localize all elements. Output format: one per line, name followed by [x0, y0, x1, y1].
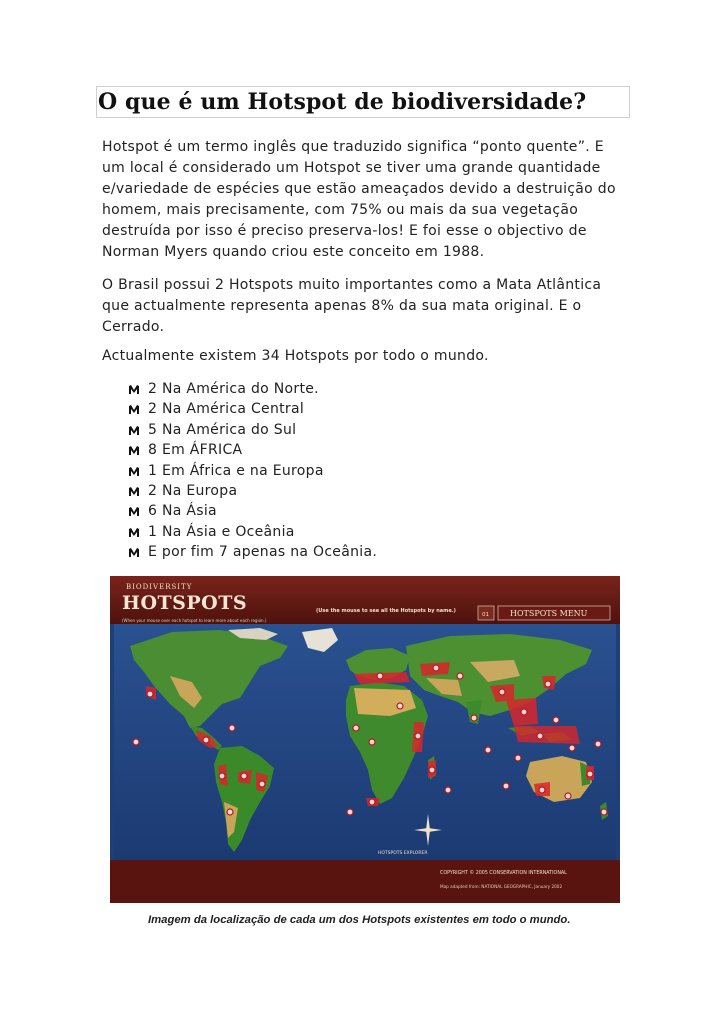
bullet-icon — [128, 384, 140, 395]
map-hint: (Use the mouse to see all the Hotspots by name.) — [316, 608, 456, 614]
text-line: homem, mais precisamente, com 75% ou mais da sua vegetação — [102, 202, 579, 218]
text-line: Cerrado. — [102, 319, 165, 335]
list-item-label: 2 Na Europa — [148, 482, 238, 499]
hotspot-marker[interactable] — [229, 725, 235, 731]
hotspot-marker[interactable] — [415, 733, 421, 739]
hotspot-marker[interactable] — [539, 787, 545, 793]
hotspot-marker[interactable] — [429, 767, 435, 773]
bullet-icon — [128, 486, 140, 497]
hotspot-marker[interactable] — [433, 665, 439, 671]
hotspot-marker[interactable] — [485, 747, 491, 753]
hotspot-marker[interactable] — [457, 673, 463, 679]
hotspots-menu-label: HOTSPOTS MENU — [510, 609, 588, 618]
hotspot-marker[interactable] — [569, 745, 575, 751]
hotspot-marker[interactable] — [241, 773, 247, 779]
bullet-icon — [128, 404, 140, 415]
list-item-label: 2 Na América Central — [148, 401, 305, 418]
hotspot-marker[interactable] — [499, 689, 505, 695]
page-title: O que é um Hotspot de biodiversidade? — [98, 89, 587, 115]
hotspot-sundaland — [514, 726, 580, 744]
list-item-label: E por fim 7 apenas na Oceânia. — [148, 544, 378, 561]
map-copyright: COPYRIGHT © 2005 CONSERVATION INTERNATIONAL — [440, 871, 567, 876]
hotspot-marker[interactable] — [377, 673, 383, 679]
map-footer-band — [110, 860, 620, 903]
list-item-label: 5 Na América do Sul — [148, 421, 297, 438]
hotspot-marker[interactable] — [595, 741, 601, 747]
bullet-icon — [128, 527, 140, 538]
hotspot-marker[interactable] — [227, 809, 233, 815]
text-line: um local é considerado um Hotspot se tiver uma grande quantidade — [102, 160, 601, 176]
hotspot-marker[interactable] — [445, 787, 451, 793]
menu-index: 01 — [482, 612, 489, 618]
text-line: destruída por isso é preciso preserva-los! E foi esse o objectivo de — [102, 223, 587, 239]
hotspot-marker[interactable] — [219, 773, 225, 779]
hotspot-marker[interactable] — [587, 771, 593, 777]
text-line: e/variedade de espécies que estão ameaçados devido a destruição do — [102, 181, 616, 197]
hotspot-marker[interactable] — [203, 737, 209, 743]
hotspot-marker[interactable] — [259, 781, 265, 787]
hotspot-marker[interactable] — [553, 717, 559, 723]
list-item-label: 1 Na Ásia e Oceânia — [148, 523, 295, 540]
text-line: Hotspot é um termo inglês que traduzido significa “ponto quente”. E — [102, 139, 604, 155]
paragraph-definition — [102, 137, 632, 263]
hotspot-marker[interactable] — [601, 809, 607, 815]
text-line: Actualmente existem 34 Hotspots por todo o mundo. — [102, 348, 489, 364]
map-subhint: (When your mouse over each hotspot to learn more about each region.) — [122, 618, 267, 623]
map-caption: Imagem da localização de cada um dos Hotspots existentes em todo o mundo. — [148, 914, 571, 926]
hotspot-marker[interactable] — [471, 715, 477, 721]
hotspots-world-map — [110, 576, 620, 903]
hotspot-marker[interactable] — [503, 783, 509, 789]
list-item-label: 2 Na América do Norte. — [148, 381, 319, 397]
list-item-label: 1 Em África e na Europa — [148, 462, 324, 479]
hotspot-marker[interactable] — [545, 681, 551, 687]
bullet-icon — [128, 425, 140, 436]
hotspot-marker[interactable] — [369, 799, 375, 805]
map-graphic — [110, 576, 620, 903]
map-adapted: Map adapted from: NATIONAL GEOGRAPHIC, January 2002 — [440, 884, 563, 889]
hotspot-marker[interactable] — [133, 739, 139, 745]
hotspot-marker[interactable] — [369, 739, 375, 745]
hotspot-marker[interactable] — [353, 725, 359, 731]
list-item-label: 6 Na Ásia — [148, 503, 217, 520]
text-line: O Brasil possui 2 Hotspots muito importantes como a Mata Atlântica — [102, 277, 602, 293]
text-line: Norman Myers quando criou este conceito em 1988. — [102, 244, 485, 260]
text-line: que actualmente representa apenas 8% da sua mata original. E o — [102, 298, 582, 314]
hotspot-marker[interactable] — [521, 709, 527, 715]
hotspot-marker[interactable] — [397, 703, 403, 709]
bullet-icon — [128, 466, 140, 477]
hotspot-marker[interactable] — [537, 733, 543, 739]
list-item-label: 8 Em ÁFRICA — [148, 442, 243, 459]
explorer-label: HOTSPOTS EXPLORER — [378, 851, 428, 856]
map-logo-big: HOTSPOTS — [122, 592, 248, 614]
bullet-icon — [128, 506, 140, 517]
map-logo-small: BIODIVERSITY — [126, 583, 193, 591]
paragraph-count — [102, 346, 632, 367]
bullet-icon — [128, 445, 140, 456]
hotspot-marker[interactable] — [147, 691, 153, 697]
paragraph-brazil — [102, 275, 632, 338]
hotspot-marker[interactable] — [347, 809, 353, 815]
bullet-icon — [128, 547, 140, 558]
hotspot-marker[interactable] — [565, 793, 571, 799]
hotspot-marker[interactable] — [515, 755, 521, 761]
